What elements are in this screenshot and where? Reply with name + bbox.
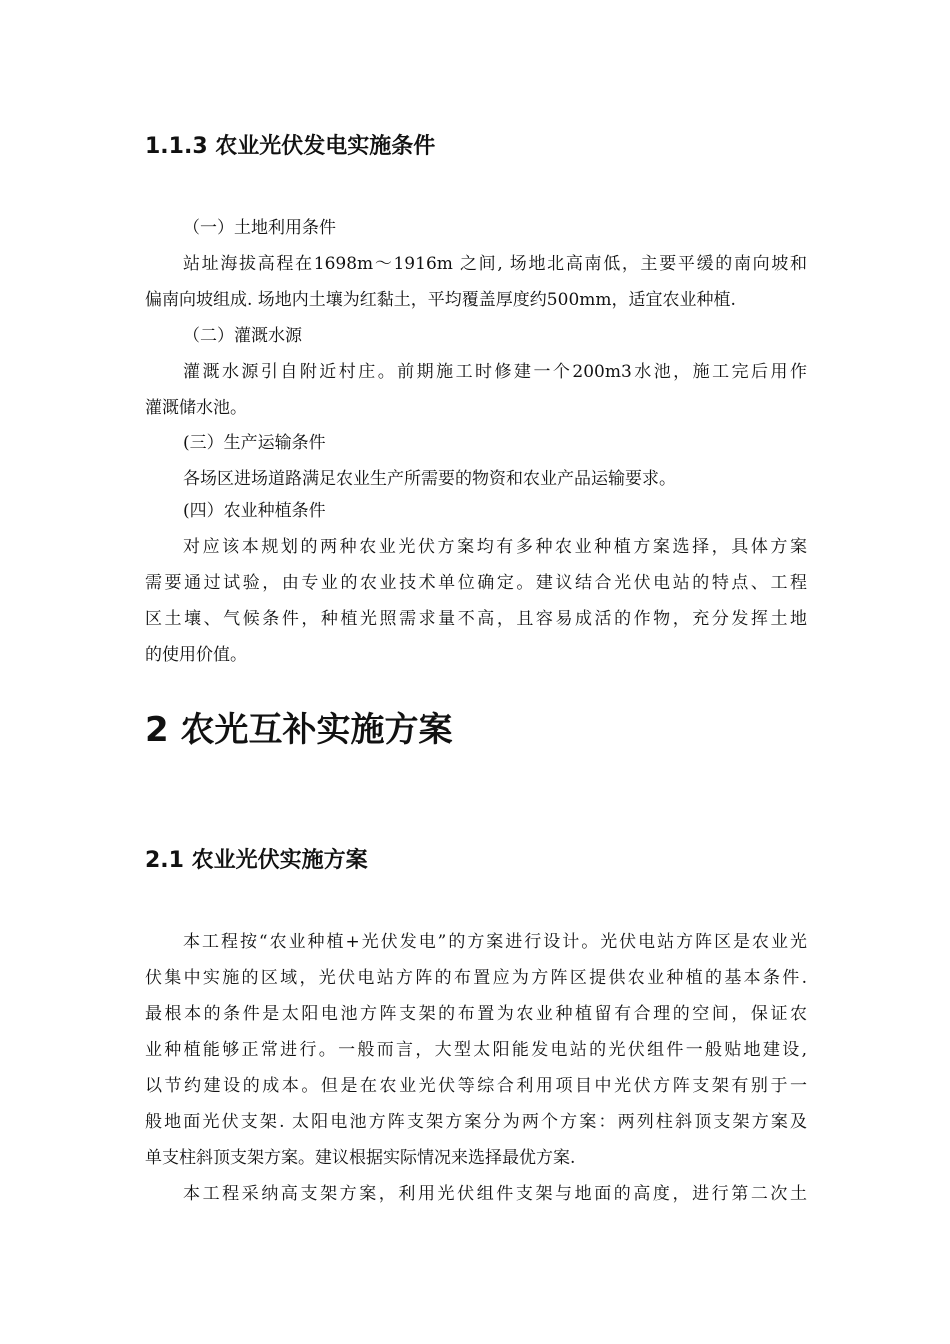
paragraph-line: 区土壤、气候条件，种植光照需求量不高，且容易成活的作物，充分发挥土地 — [145, 609, 807, 629]
paragraph-line: 本工程采纳高支架方案，利用光伏组件支架与地面的高度，进行第二次土 — [183, 1184, 807, 1204]
paragraph-line: 灌溉储水池。 — [145, 398, 247, 418]
paragraph-line: 对应该本规划的两种农业光伏方案均有多种农业种植方案选择，具体方案 — [183, 537, 807, 557]
paragraph-line: 单支柱斜顶支架方案。建议根据实际情况来选择最优方案. — [145, 1148, 576, 1168]
paragraph-line: 灌溉水源引自附近村庄。前期施工时修建一个200m3水池，施工完后用作 — [183, 362, 807, 382]
subsection-transport — [145, 425, 807, 497]
paragraph-line: 业种植能够正常进行。一般而言，大型太阳能发电站的光伏组件一般贴地建设, — [145, 1040, 807, 1060]
paragraph-line: 各场区进场道路满足农业生产所需要的物资和农业产品运输要求。 — [183, 469, 676, 489]
section-heading-2-1: 2.1 农业光伏实施方案 — [145, 848, 368, 873]
subsection-title-transport: (三）生产运输条件 — [183, 433, 326, 453]
subsection-land-use — [145, 210, 807, 318]
paragraph-line: 以节约建设的成本。但是在农业光伏等综合利用项目中光伏方阵支架有别于一 — [145, 1076, 807, 1096]
paragraph-line: 需要通过试验，由专业的农业技术单位确定。建议结合光伏电站的特点、工程 — [145, 573, 807, 593]
paragraph-line: 最根本的条件是太阳电池方阵支架的布置为农业种植留有合理的空间，保证农 — [145, 1004, 807, 1024]
subsection-planting — [145, 493, 807, 673]
paragraph-line: 本工程按“农业种植+光伏发电”的方案进行设计。光伏电站方阵区是农业光 — [183, 932, 807, 952]
paragraph-line: 伏集中实施的区域，光伏电站方阵的布置应为方阵区提供农业种植的基本条件. — [145, 968, 807, 988]
paragraph-line: 偏南向坡组成. 场地内土壤为红黏土，平均覆盖厚度约500mm，适宜农业种植. — [145, 290, 736, 310]
paragraph-scheme — [145, 924, 807, 1212]
subsection-title-planting: (四）农业种植条件 — [183, 501, 326, 521]
paragraph-line: 般地面光伏支架. 太阳电池方阵支架方案分为两个方案：两列柱斜顶支架方案及 — [145, 1112, 807, 1132]
chapter-heading-2: 2 农光互补实施方案 — [145, 710, 453, 750]
section-heading-1-1-3: 1.1.3 农业光伏发电实施条件 — [145, 134, 436, 159]
paragraph-line: 站址海拔高程在1698m～1916m 之间, 场地北高南低，主要平缓的南向坡和 — [183, 254, 807, 274]
subsection-irrigation — [145, 318, 807, 426]
subsection-title-land-use: （一）土地利用条件 — [183, 218, 336, 238]
paragraph-line: 的使用价值。 — [145, 645, 247, 665]
subsection-title-irrigation: （二）灌溉水源 — [183, 326, 302, 346]
